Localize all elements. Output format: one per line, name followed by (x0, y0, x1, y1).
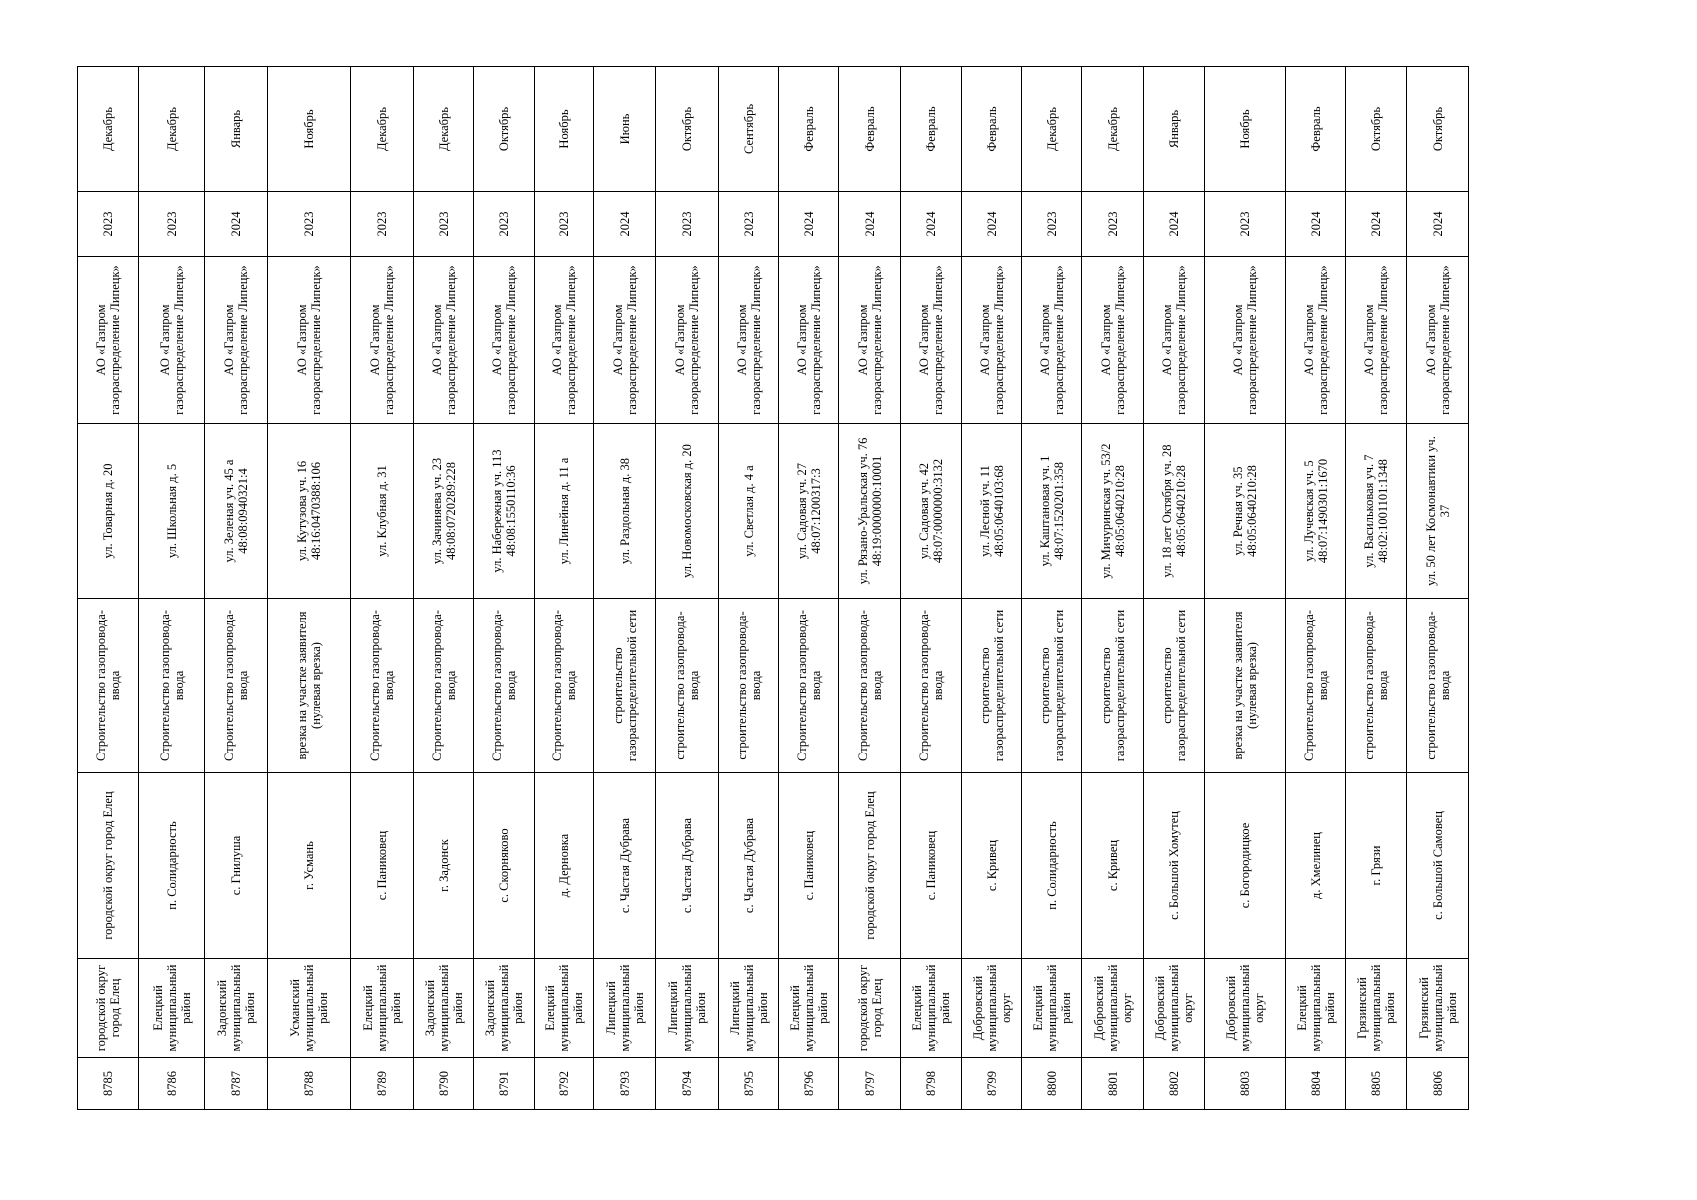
district-cell: Елецкий муниципальный район (351, 959, 414, 1058)
month-cell: Февраль (901, 67, 962, 192)
work-type-cell: строительство газопровода-ввода (656, 599, 719, 773)
work-type-cell: Строительство газопровода-ввода (139, 599, 205, 773)
row-number: 8796 (779, 1058, 839, 1110)
month-cell: Июнь (594, 67, 656, 192)
work-type-cell: врезка на участке заявителя (нулевая врезка) (268, 599, 351, 773)
work-type-cell: Строительство газопровода-ввода (351, 599, 414, 773)
organization-cell: АО «Газпром газораспределение Липецк» (205, 257, 268, 424)
locality-cell: с. Большой Хомутец (1144, 773, 1205, 959)
locality-cell: с. Кривец (1082, 773, 1144, 959)
table-row (1082, 67, 1144, 1110)
address-cell: ул. Лучевская уч. 5 48:07:1490301:1670 (1286, 424, 1346, 599)
district-cell: Липецкий муниципальный район (594, 959, 656, 1058)
locality-cell: с. Паниковец (779, 773, 839, 959)
gas-connection-register-table (77, 66, 1469, 1110)
locality-cell: с. Частая Дубрава (719, 773, 779, 959)
organization-cell: АО «Газпром газораспределение Липецк» (779, 257, 839, 424)
locality-cell: д. Дерновка (535, 773, 594, 959)
locality-cell: п. Солидарность (1022, 773, 1082, 959)
row-number: 8794 (656, 1058, 719, 1110)
year-cell: 2024 (205, 192, 268, 257)
work-type-cell: строительство газопровода-ввода (719, 599, 779, 773)
organization-cell: АО «Газпром газораспределение Липецк» (1407, 257, 1469, 424)
address-cell: ул. Рязано-Уральская уч. 76 48:19:0000000:10001 (839, 424, 901, 599)
district-cell: городской округ город Елец (839, 959, 901, 1058)
row-number: 8798 (901, 1058, 962, 1110)
table-body (78, 67, 1469, 1110)
table-row (839, 67, 901, 1110)
year-cell: 2023 (1205, 192, 1286, 257)
month-cell: Октябрь (656, 67, 719, 192)
year-cell: 2024 (594, 192, 656, 257)
district-cell: Задонский муниципальный район (474, 959, 535, 1058)
district-cell: Добровский муниципальный округ (1082, 959, 1144, 1058)
year-cell: 2023 (719, 192, 779, 257)
address-cell: ул. Садовая уч. 27 48:07:1200317:3 (779, 424, 839, 599)
year-cell: 2023 (351, 192, 414, 257)
district-cell: Грязинский муниципальный район (1407, 959, 1469, 1058)
locality-cell: с. Гнилуша (205, 773, 268, 959)
locality-cell: городской округ город Елец (839, 773, 901, 959)
table-row (719, 67, 779, 1110)
locality-cell: с. Скорняково (474, 773, 535, 959)
locality-cell: с. Частая Дубрава (594, 773, 656, 959)
locality-cell: городской округ город Елец (78, 773, 139, 959)
table-row (414, 67, 474, 1110)
address-cell: ул. 18 лет Октября уч. 28 48:05:0640210:28 (1144, 424, 1205, 599)
table-row (1346, 67, 1407, 1110)
table-row (779, 67, 839, 1110)
organization-cell: АО «Газпром газораспределение Липецк» (1205, 257, 1286, 424)
district-cell: Елецкий муниципальный район (139, 959, 205, 1058)
work-type-cell: Строительство газопровода-ввода (901, 599, 962, 773)
year-cell: 2024 (779, 192, 839, 257)
organization-cell: АО «Газпром газораспределение Липецк» (474, 257, 535, 424)
work-type-cell: Строительство газопровода-ввода (474, 599, 535, 773)
district-cell: Добровский муниципальный округ (1144, 959, 1205, 1058)
row-number: 8805 (1346, 1058, 1407, 1110)
locality-cell: д. Хмелинец (1286, 773, 1346, 959)
district-cell: Добровский муниципальный округ (1205, 959, 1286, 1058)
locality-cell: г. Усмань (268, 773, 351, 959)
table-row (1286, 67, 1346, 1110)
row-number: 8786 (139, 1058, 205, 1110)
month-cell: Декабрь (78, 67, 139, 192)
year-cell: 2024 (1286, 192, 1346, 257)
district-cell: Елецкий муниципальный район (535, 959, 594, 1058)
organization-cell: АО «Газпром газораспределение Липецк» (1022, 257, 1082, 424)
address-cell: ул. 50 лет Космонавтики уч. 37 (1407, 424, 1469, 599)
table-row (474, 67, 535, 1110)
locality-cell: г. Задонск (414, 773, 474, 959)
year-cell: 2024 (1144, 192, 1205, 257)
address-cell: ул. Новомосковская д. 20 (656, 424, 719, 599)
year-cell: 2024 (1407, 192, 1469, 257)
month-cell: Октябрь (1346, 67, 1407, 192)
district-cell: Добровский муниципальный округ (962, 959, 1022, 1058)
organization-cell: АО «Газпром газораспределение Липецк» (1346, 257, 1407, 424)
work-type-cell: Строительство газопровода-ввода (535, 599, 594, 773)
month-cell: Сентябрь (719, 67, 779, 192)
district-cell: Липецкий муниципальный район (719, 959, 779, 1058)
row-number: 8802 (1144, 1058, 1205, 1110)
row-number: 8787 (205, 1058, 268, 1110)
address-cell: ул. Клубная д. 31 (351, 424, 414, 599)
work-type-cell: строительство газораспределительной сети (1144, 599, 1205, 773)
work-type-cell: строительство газораспределительной сети (594, 599, 656, 773)
table-row (594, 67, 656, 1110)
address-cell: ул. Речная уч. 35 48:05:0640210:28 (1205, 424, 1286, 599)
month-cell: Декабрь (1082, 67, 1144, 192)
work-type-cell: строительство газораспределительной сети (1082, 599, 1144, 773)
row-number: 8788 (268, 1058, 351, 1110)
table-row (1407, 67, 1469, 1110)
work-type-cell: строительство газопровода-ввода (1346, 599, 1407, 773)
table-row (268, 67, 351, 1110)
work-type-cell: Строительство газопровода-ввода (839, 599, 901, 773)
table-row (1022, 67, 1082, 1110)
row-number: 8785 (78, 1058, 139, 1110)
address-cell: ул. Кутузова уч. 16 48:16:0470388:106 (268, 424, 351, 599)
row-number: 8793 (594, 1058, 656, 1110)
district-cell: Задонский муниципальный район (414, 959, 474, 1058)
district-cell: Липецкий муниципальный район (656, 959, 719, 1058)
locality-cell: с. Паниковец (901, 773, 962, 959)
month-cell: Февраль (962, 67, 1022, 192)
district-cell: Усманский муниципальный район (268, 959, 351, 1058)
table-row (139, 67, 205, 1110)
organization-cell: АО «Газпром газораспределение Липецк» (594, 257, 656, 424)
month-cell: Ноябрь (535, 67, 594, 192)
table-row (1144, 67, 1205, 1110)
address-cell: ул. Зачиняева уч. 23 48:08:0720289:228 (414, 424, 474, 599)
work-type-cell: строительство газораспределительной сети (962, 599, 1022, 773)
organization-cell: АО «Газпром газораспределение Липецк» (1082, 257, 1144, 424)
table-row (205, 67, 268, 1110)
month-cell: Февраль (839, 67, 901, 192)
year-cell: 2023 (78, 192, 139, 257)
row-number: 8790 (414, 1058, 474, 1110)
row-number: 8806 (1407, 1058, 1469, 1110)
address-cell: ул. Мичуринская уч. 53/2 48:05:0640210:28 (1082, 424, 1144, 599)
locality-cell: с. Богородицкое (1205, 773, 1286, 959)
year-cell: 2023 (535, 192, 594, 257)
year-cell: 2023 (1022, 192, 1082, 257)
table-row (901, 67, 962, 1110)
locality-cell: г. Грязи (1346, 773, 1407, 959)
row-number: 8803 (1205, 1058, 1286, 1110)
year-cell: 2023 (1082, 192, 1144, 257)
row-number: 8801 (1082, 1058, 1144, 1110)
year-cell: 2023 (656, 192, 719, 257)
district-cell: Елецкий муниципальный район (1022, 959, 1082, 1058)
month-cell: Февраль (779, 67, 839, 192)
organization-cell: АО «Газпром газораспределение Липецк» (1286, 257, 1346, 424)
organization-cell: АО «Газпром газораспределение Липецк» (139, 257, 205, 424)
organization-cell: АО «Газпром газораспределение Липецк» (78, 257, 139, 424)
address-cell: ул. Васильковая уч. 7 48:02:1001101:1348 (1346, 424, 1407, 599)
work-type-cell: строительство газопровода-ввода (1407, 599, 1469, 773)
address-cell: ул. Каштановая уч. 1 48:07:1520201:358 (1022, 424, 1082, 599)
row-number: 8795 (719, 1058, 779, 1110)
address-cell: ул. Раздольная д. 38 (594, 424, 656, 599)
district-cell: Елецкий муниципальный район (901, 959, 962, 1058)
district-cell: Задонский муниципальный район (205, 959, 268, 1058)
locality-cell: п. Солидарность (139, 773, 205, 959)
organization-cell: АО «Газпром газораспределение Липецк» (839, 257, 901, 424)
year-cell: 2023 (139, 192, 205, 257)
year-cell: 2024 (1346, 192, 1407, 257)
locality-cell: с. Паниковец (351, 773, 414, 959)
locality-cell: с. Большой Самовец (1407, 773, 1469, 959)
row-number: 8792 (535, 1058, 594, 1110)
address-cell: ул. Зеленая уч. 45 а 48:08:0940321:4 (205, 424, 268, 599)
month-cell: Январь (205, 67, 268, 192)
work-type-cell: Строительство газопровода-ввода (205, 599, 268, 773)
table-row (78, 67, 139, 1110)
district-cell: Грязинский муниципальный район (1346, 959, 1407, 1058)
table-row (535, 67, 594, 1110)
district-cell: Елецкий муниципальный район (779, 959, 839, 1058)
organization-cell: АО «Газпром газораспределение Липецк» (656, 257, 719, 424)
table-row (962, 67, 1022, 1110)
month-cell: Ноябрь (268, 67, 351, 192)
year-cell: 2023 (414, 192, 474, 257)
table-row (656, 67, 719, 1110)
address-cell: ул. Садовая уч. 42 48:07:0000000:3132 (901, 424, 962, 599)
month-cell: Декабрь (351, 67, 414, 192)
table-row (351, 67, 414, 1110)
month-cell: Октябрь (1407, 67, 1469, 192)
address-cell: ул. Школьная д. 5 (139, 424, 205, 599)
work-type-cell: Строительство газопровода-ввода (78, 599, 139, 773)
organization-cell: АО «Газпром газораспределение Липецк» (268, 257, 351, 424)
month-cell: Октябрь (474, 67, 535, 192)
address-cell: ул. Набережная уч. 113 48:08:1550110:36 (474, 424, 535, 599)
organization-cell: АО «Газпром газораспределение Липецк» (901, 257, 962, 424)
district-cell: городской округ город Елец (78, 959, 139, 1058)
row-number: 8799 (962, 1058, 1022, 1110)
year-cell: 2024 (839, 192, 901, 257)
organization-cell: АО «Газпром газораспределение Липецк» (351, 257, 414, 424)
month-cell: Январь (1144, 67, 1205, 192)
work-type-cell: Строительство газопровода-ввода (1286, 599, 1346, 773)
organization-cell: АО «Газпром газораспределение Липецк» (535, 257, 594, 424)
year-cell: 2023 (474, 192, 535, 257)
year-cell: 2024 (901, 192, 962, 257)
organization-cell: АО «Газпром газораспределение Липецк» (719, 257, 779, 424)
organization-cell: АО «Газпром газораспределение Липецк» (1144, 257, 1205, 424)
year-cell: 2023 (268, 192, 351, 257)
month-cell: Февраль (1286, 67, 1346, 192)
district-cell: Елецкий муниципальный район (1286, 959, 1346, 1058)
month-cell: Декабрь (414, 67, 474, 192)
organization-cell: АО «Газпром газораспределение Липецк» (414, 257, 474, 424)
address-cell: ул. Лесной уч. 11 48:05:0640103:68 (962, 424, 1022, 599)
row-number: 8804 (1286, 1058, 1346, 1110)
month-cell: Декабрь (139, 67, 205, 192)
row-number: 8791 (474, 1058, 535, 1110)
month-cell: Декабрь (1022, 67, 1082, 192)
row-number: 8789 (351, 1058, 414, 1110)
locality-cell: с. Кривец (962, 773, 1022, 959)
month-cell: Ноябрь (1205, 67, 1286, 192)
work-type-cell: Строительство газопровода-ввода (779, 599, 839, 773)
row-number: 8800 (1022, 1058, 1082, 1110)
rotated-table-wrapper (77, 67, 1617, 1110)
work-type-cell: строительство газораспределительной сети (1022, 599, 1082, 773)
year-cell: 2024 (962, 192, 1022, 257)
work-type-cell: врезка на участке заявителя (нулевая врезка) (1205, 599, 1286, 773)
address-cell: ул. Светлая д. 4 а (719, 424, 779, 599)
organization-cell: АО «Газпром газораспределение Липецк» (962, 257, 1022, 424)
locality-cell: с. Частая Дубрава (656, 773, 719, 959)
address-cell: ул. Товарная д. 20 (78, 424, 139, 599)
table-row (1205, 67, 1286, 1110)
address-cell: ул. Линейная д. 11 а (535, 424, 594, 599)
work-type-cell: Строительство газопровода-ввода (414, 599, 474, 773)
row-number: 8797 (839, 1058, 901, 1110)
